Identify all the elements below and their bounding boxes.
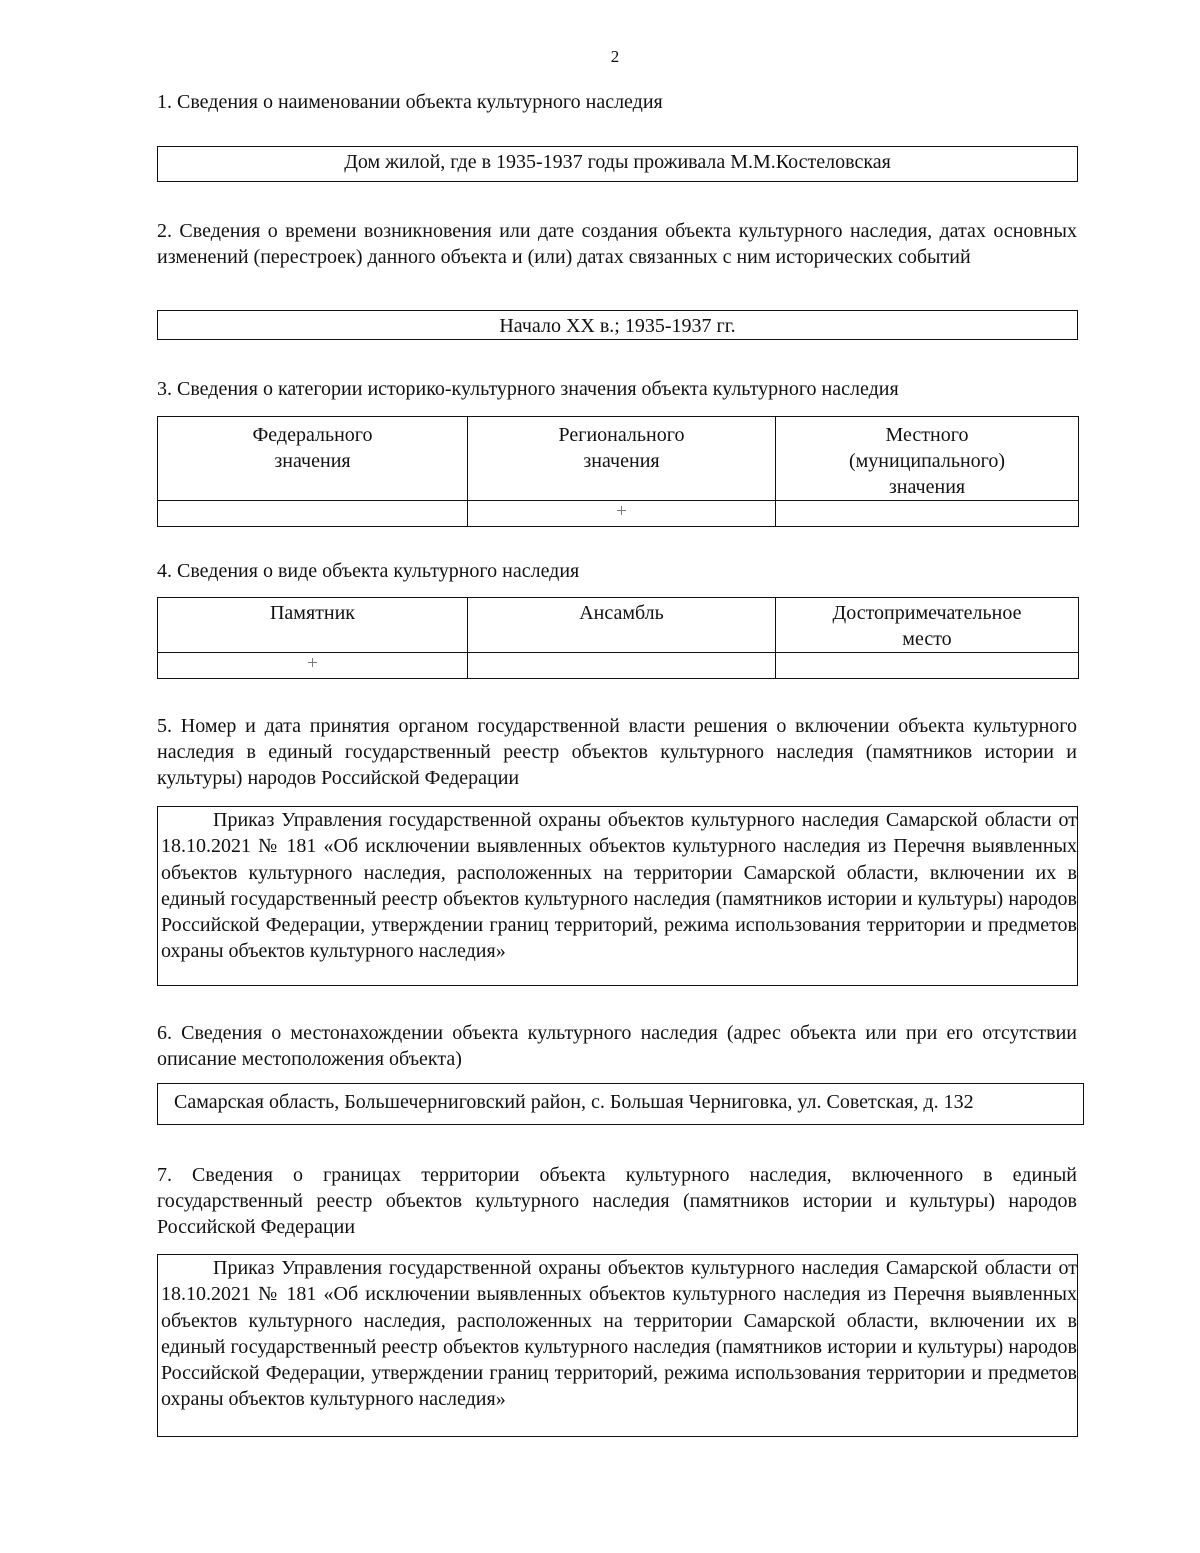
section-7-heading: 7. Сведения о границах территории объекта культурного наследия, включенного в единый государственный реестр объектов культурного наследия (памятников истории и культуры) народов Российской Федерации (157, 1164, 1077, 1238)
category-local-line1: Местного (885, 424, 969, 446)
category-regional-mark: + (468, 501, 776, 527)
section-6-heading: 6. Сведения о местонахождении объекта культурного наследия (адрес объекта или при его отсутствии описание местоположения объекта) (157, 1022, 1077, 1070)
object-date-box (157, 310, 1078, 340)
type-monument-mark: + (158, 653, 468, 679)
object-name-box (157, 146, 1078, 182)
type-landmark-cell (776, 598, 1079, 653)
page-number: 2 (610, 47, 620, 66)
type-header-row (158, 598, 1079, 653)
category-federal-line2: значения (274, 450, 351, 472)
section-5-heading: 5. Номер и дата принятия органом государственной власти решения о включении объекта культурного наследия в единый государственный реестр объектов культурного наследия (памятников истории и культуры) народов Российской Федерации (157, 715, 1077, 789)
category-local-line3: значения (888, 476, 966, 498)
registry-decision-box (157, 806, 1078, 986)
type-ensemble-mark (468, 653, 776, 679)
type-monument-cell (158, 598, 468, 653)
category-federal-mark (158, 501, 468, 527)
type-landmark-line2: место (902, 628, 952, 650)
type-ensemble-label: Ансамбль (579, 602, 664, 624)
category-regional-cell (468, 417, 776, 501)
section-1-heading: 1. Сведения о наименовании объекта культурного наследия (157, 91, 663, 113)
category-mark-row (158, 501, 1079, 527)
category-regional-line1: Регионального (558, 424, 685, 446)
category-local-line2: (муниципального) (848, 450, 1006, 472)
category-regional-line2: значения (583, 450, 660, 472)
type-ensemble-cell (468, 598, 776, 653)
category-federal-line1: Федерального (252, 424, 373, 446)
category-local-cell (776, 417, 1079, 501)
category-local-mark (776, 501, 1079, 527)
category-federal-cell (158, 417, 468, 501)
boundaries-box (157, 1254, 1078, 1437)
type-mark-row (158, 653, 1079, 679)
type-landmark-line1: Достопримечательное (832, 602, 1022, 624)
address-box (157, 1083, 1084, 1125)
section-2-heading: 2. Сведения о времени возникновения или дате создания объекта культурного наследия, датах основных изменений (перестроек) данного объекта и (или) датах связанных с ним исторических событий (157, 220, 1077, 268)
type-table (157, 597, 1079, 679)
boundaries-value: Приказ Управления государственной охраны объектов культурного наследия Самарской области от 18.10.2021 № 181 «Об исключении выявленных объектов культурного наследия из Перечня выявленных объектов культурного наследия, расположенных на территории Самарской области, включении их в единый государственный реестр объектов культурного наследия (памятников истории и культуры) народов Российской Федерации, утверждении границ территорий, режима использования территории и предметов охраны объектов культурного наследия» (161, 1257, 1077, 1411)
category-header-row (158, 417, 1079, 501)
section-4-heading: 4. Сведения о виде объекта культурного наследия (157, 560, 580, 582)
address-value: Самарская область, Большечерниговский район, с. Большая Черниговка, ул. Советская, д. 132 (174, 1091, 974, 1113)
type-landmark-mark (776, 653, 1079, 679)
section-3-heading: 3. Сведения о категории историко-культурного значения объекта культурного наследия (157, 378, 899, 400)
category-table (157, 416, 1079, 527)
registry-decision-value: Приказ Управления государственной охраны объектов культурного наследия Самарской области от 18.10.2021 № 181 «Об исключении выявленных объектов культурного наследия из Перечня выявленных объектов культурного наследия, расположенных на территории Самарской области, включении их в единый государственный реестр объектов культурного наследия (памятников истории и культуры) народов Российской Федерации, утверждении границ территорий, режима использования территории и предметов охраны объектов культурного наследия» (161, 809, 1077, 963)
object-date-value: Начало XX в.; 1935-1937 гг. (499, 315, 736, 337)
type-monument-label: Памятник (269, 602, 356, 624)
object-name-value: Дом жилой, где в 1935-1937 годы проживала М.М.Костеловская (344, 151, 891, 173)
